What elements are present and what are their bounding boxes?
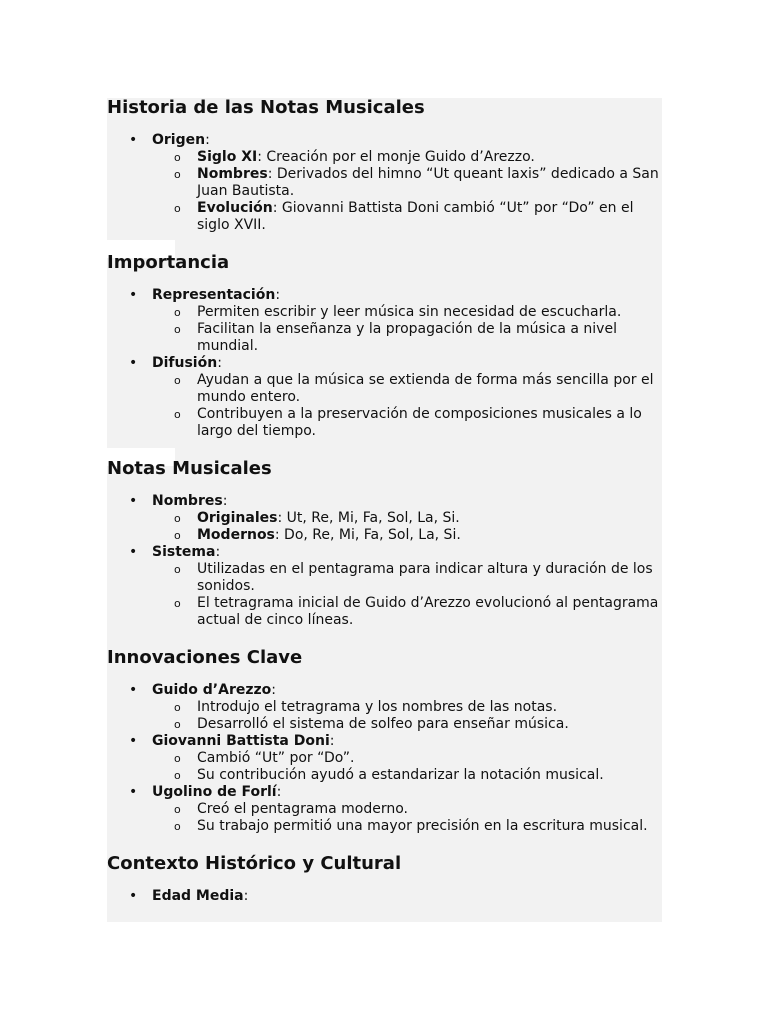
sub-list: [152, 750, 663, 784]
sub-item-text: Contribuyen a la preservación de composiciones musicales a lo largo del tiempo.: [197, 406, 642, 439]
list-item: • Nombres: o Originales: Ut, Re, Mi, Fa, Sol, La, Si. o Modernos: Do, Re, Mi, Fa, Sol, La, Si.: [107, 493, 663, 544]
section-heading: Innovaciones Clave: [107, 647, 303, 668]
bullet-list: [107, 493, 663, 629]
circle-bullet-icon: o: [174, 820, 181, 833]
sub-item-text: Facilitan la enseñanza y la propagación de la música a nivel mundial.: [197, 321, 617, 354]
list-item: • Giovanni Battista Doni: o Cambió “Ut” por “Do”. o Su contribución ayudó a estandarizar la notación musical.: [107, 733, 663, 784]
circle-bullet-icon: o: [174, 512, 181, 525]
section-heading: Importancia: [107, 252, 230, 273]
list-item: • Representación: o Permiten escribir y leer música sin necesidad de escucharla. o Facilitan la enseñanza y la propagación de la música a nivel mundial.: [107, 287, 663, 355]
circle-bullet-icon: o: [174, 752, 181, 765]
sub-item-text: Cambió “Ut” por “Do”.: [197, 750, 355, 766]
circle-bullet-icon: o: [174, 306, 181, 319]
section-heading: Notas Musicales: [107, 458, 272, 479]
sub-item-term: Siglo XI: [197, 149, 258, 165]
sub-list-item: [152, 801, 663, 818]
sub-list-item: [152, 750, 663, 767]
sub-item-text: Introdujo el tetragrama y los nombres de las notas.: [197, 699, 558, 715]
section: [107, 852, 663, 905]
sub-list-item: [152, 406, 663, 440]
section: [107, 96, 663, 234]
sub-list: [152, 561, 663, 629]
sub-list-item: [152, 595, 663, 629]
sub-item-text: : Creación por el monje Guido d’Arezzo.: [257, 149, 535, 165]
circle-bullet-icon: o: [174, 701, 181, 714]
sub-list: [152, 149, 663, 234]
bullet-icon: •: [129, 355, 138, 371]
sub-list-item: [152, 166, 663, 200]
item-label: Sistema: [152, 544, 216, 560]
list-item: • Ugolino de Forlí: o Creó el pentagrama moderno. o Su trabajo permitió una mayor precisión en la escritura musical.: [107, 784, 663, 835]
sub-list: [152, 372, 663, 440]
document-body: [107, 96, 663, 905]
section-heading: Contexto Histórico y Cultural: [107, 853, 402, 874]
sub-item-text: Su trabajo permitió una mayor precisión en la escritura musical.: [197, 818, 648, 834]
sub-item-text: : Do, Re, Mi, Fa, Sol, La, Si.: [274, 527, 461, 543]
item-label: Edad Media: [152, 888, 244, 904]
sub-item-term: Modernos: [197, 527, 275, 543]
sub-item-text: Ayudan a que la música se extienda de forma más sencilla por el mundo entero.: [197, 372, 654, 405]
sub-list-item: [152, 200, 663, 234]
circle-bullet-icon: o: [174, 803, 181, 816]
section: [107, 457, 663, 629]
sub-list-item: [152, 304, 663, 321]
circle-bullet-icon: o: [174, 168, 181, 181]
bullet-list: [107, 132, 663, 234]
bullet-list: [107, 682, 663, 835]
item-label: Nombres: [152, 493, 223, 509]
sub-list-item: [152, 716, 663, 733]
section: [107, 251, 663, 440]
sub-list-item: [152, 818, 663, 835]
circle-bullet-icon: o: [174, 597, 181, 610]
circle-bullet-icon: o: [174, 769, 181, 782]
item-label: Origen: [152, 132, 206, 148]
bullet-icon: •: [129, 544, 138, 560]
circle-bullet-icon: o: [174, 374, 181, 387]
circle-bullet-icon: o: [174, 323, 181, 336]
bullet-icon: •: [129, 888, 138, 904]
section-heading: Historia de las Notas Musicales: [107, 97, 425, 118]
sub-list-item: [152, 149, 663, 166]
bullet-icon: •: [129, 493, 138, 509]
item-label: Difusión: [152, 355, 218, 371]
sub-item-text: : Derivados del himno “Ut queant laxis” dedicado a San Juan Bautista.: [197, 166, 659, 199]
sub-item-text: : Ut, Re, Mi, Fa, Sol, La, Si.: [277, 510, 460, 526]
sub-item-term: Evolución: [197, 200, 273, 216]
sub-item-text: : Giovanni Battista Doni cambió “Ut” por “Do” en el siglo XVII.: [197, 200, 634, 233]
bullet-icon: •: [129, 784, 138, 800]
sub-list: [152, 510, 663, 544]
circle-bullet-icon: o: [174, 408, 181, 421]
sub-list-item: [152, 321, 663, 355]
bullet-list: [107, 287, 663, 440]
list-item: • Edad Media:: [129, 888, 249, 904]
bullet-list: [107, 888, 663, 905]
circle-bullet-icon: o: [174, 202, 181, 215]
sub-item-term: Nombres: [197, 166, 268, 182]
sub-list-item: [152, 372, 663, 406]
sub-list: [152, 801, 663, 835]
sub-list-item: [152, 510, 663, 527]
bullet-icon: •: [129, 682, 138, 698]
sub-list: [152, 304, 663, 355]
sub-item-text: Creó el pentagrama moderno.: [197, 801, 408, 817]
sub-item-text: Su contribución ayudó a estandarizar la notación musical.: [197, 767, 604, 783]
bullet-icon: •: [129, 287, 138, 303]
sub-list-item: [152, 767, 663, 784]
circle-bullet-icon: o: [174, 718, 181, 731]
sub-item-term: Originales: [197, 510, 278, 526]
circle-bullet-icon: o: [174, 151, 181, 164]
list-item: • Origen: o Siglo XI: Creación por el monje Guido d’Arezzo. o Nombres: Derivados del himno “Ut queant laxis” dedicado a San Juan Bautista. o Evolución: Giovanni Battista Doni cambió “Ut” por “Do” en el siglo XVII.: [107, 132, 663, 234]
sub-item-text: Permiten escribir y leer música sin necesidad de escucharla.: [197, 304, 622, 320]
item-label: Representación: [152, 287, 276, 303]
item-label: Guido d’Arezzo: [152, 682, 272, 698]
sub-list-item: [152, 699, 663, 716]
item-label: Ugolino de Forlí: [152, 784, 277, 800]
sub-item-text: Utilizadas en el pentagrama para indicar altura y duración de los sonidos.: [197, 561, 653, 594]
sub-list-item: [152, 561, 663, 595]
sub-item-text: El tetragrama inicial de Guido d’Arezzo evolucionó al pentagrama actual de cinco líneas.: [197, 595, 659, 628]
circle-bullet-icon: o: [174, 529, 181, 542]
bullet-icon: •: [129, 733, 138, 749]
item-label: Giovanni Battista Doni: [152, 733, 330, 749]
list-item: • Difusión: o Ayudan a que la música se extienda de forma más sencilla por el mundo entero. o Contribuyen a la preservación de composiciones musicales a lo largo del tiempo.: [107, 355, 663, 440]
sub-list-item: [152, 527, 663, 544]
section: [107, 646, 663, 835]
list-item: • Guido d’Arezzo: o Introdujo el tetragrama y los nombres de las notas. o Desarrolló el sistema de solfeo para enseñar música.: [107, 682, 663, 733]
bullet-icon: •: [129, 132, 138, 148]
sub-list: [152, 699, 663, 733]
circle-bullet-icon: o: [174, 563, 181, 576]
sub-item-text: Desarrolló el sistema de solfeo para enseñar música.: [197, 716, 569, 732]
list-item: • Sistema: o Utilizadas en el pentagrama para indicar altura y duración de los sonidos. o El tetragrama inicial de Guido d’Arezzo evolucionó al pentagrama actual de cinco líneas.: [107, 544, 663, 629]
